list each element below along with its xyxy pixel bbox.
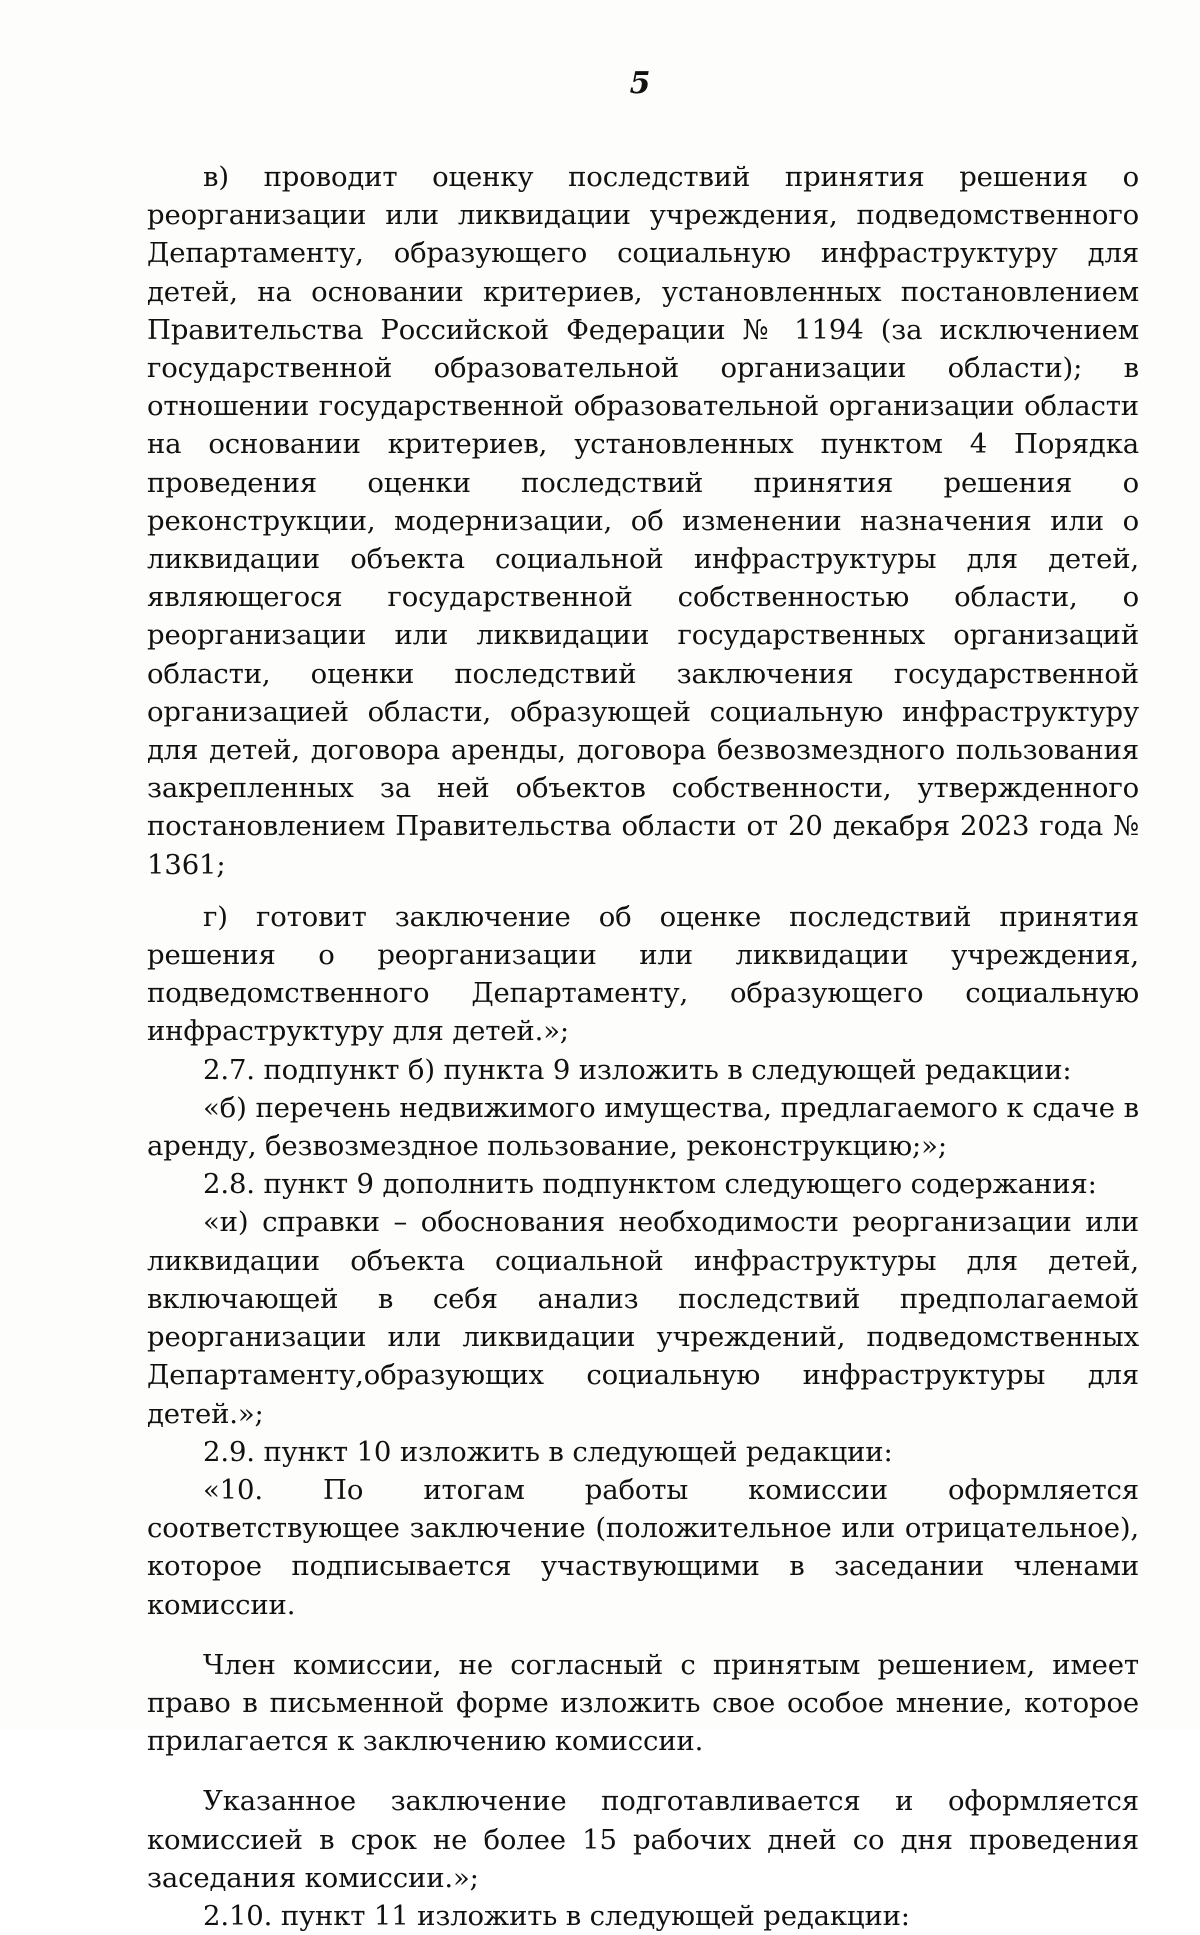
paragraph-deadline: Указанное заключение подготавливается и оформляется комиссией в срок не более 15 рабочих дней со дня проведения заседания комиссии.»; xyxy=(147,1785,1139,1894)
paragraph-2-10: 2.10. пункт 11 изложить в следующей редакции: xyxy=(203,1899,910,1932)
paragraph-i-quote: «и) справки – обоснования необходимости реорганизации или ликвидации объекта социальной инфраструктуры для детей, включающей в себя анализ последствий предполагаемой реорганизации или ликвидации учреждений, подведомственных Департаменту,образующих социальную инфраструктуры для детей.»; xyxy=(147,1206,1139,1430)
paragraph-2-9: 2.9. пункт 10 изложить в следующей редакции: xyxy=(203,1435,893,1468)
document-body xyxy=(147,158,1139,1935)
paragraph-2-7: 2.7. подпункт б) пункта 9 изложить в следующей редакции: xyxy=(203,1053,1072,1086)
paragraph-v: в) проводит оценку последствий принятия решения о реорганизации или ликвидации учреждения, подведомственного Департаменту, образующего социальную инфраструктуру для детей, на основании критериев, установленных постановлением Правительства Российской Федерации № 1194 (за исключением государственной образовательной организации области); в отношении государственной образовательной организации области на основании критериев, установленных пунктом 4 Порядка проведения оценки последствий принятия решения о реконструкции, модернизации, об изменении назначения или о ликвидации объекта социальной инфраструктуры для детей, являющегося государственной собственностью области, о реорганизации или ликвидации государственных организаций области, оценки последствий заключения государственной организацией области, образующей социальную инфраструктуру для детей, договора аренды, договора безвозмездного пользования закрепленных за ней объектов собственности, утвержденного постановлением Правительства области от 20 декабря 2023 года № 1361; xyxy=(147,161,1139,881)
paragraph-10-quote: «10. По итогам работы комиссии оформляется соответствующее заключение (положительное или отрицательное), которое подписывается участвующими в заседании членами комиссии. xyxy=(147,1473,1139,1621)
paragraph-b-quote: «б) перечень недвижимого имущества, предлагаемого к сдаче в аренду, безвозмездное пользование, реконструкцию;»; xyxy=(147,1091,1139,1163)
paragraph-2-8: 2.8. пункт 9 дополнить подпунктом следующего содержания: xyxy=(203,1168,1097,1201)
paragraph-dissent: Член комиссии, не согласный с принятым решением, имеет право в письменной форме изложить свое особое мнение, которое прилагается к заключению комиссии. xyxy=(147,1648,1139,1758)
paragraph-g: г) готовит заключение об оценке последствий принятия решения о реорганизации или ликвидации учреждения, подведомственного Департаменту, образующего социальную инфраструктуру для детей.»; xyxy=(147,900,1139,1048)
page-number: 5 xyxy=(629,66,651,101)
